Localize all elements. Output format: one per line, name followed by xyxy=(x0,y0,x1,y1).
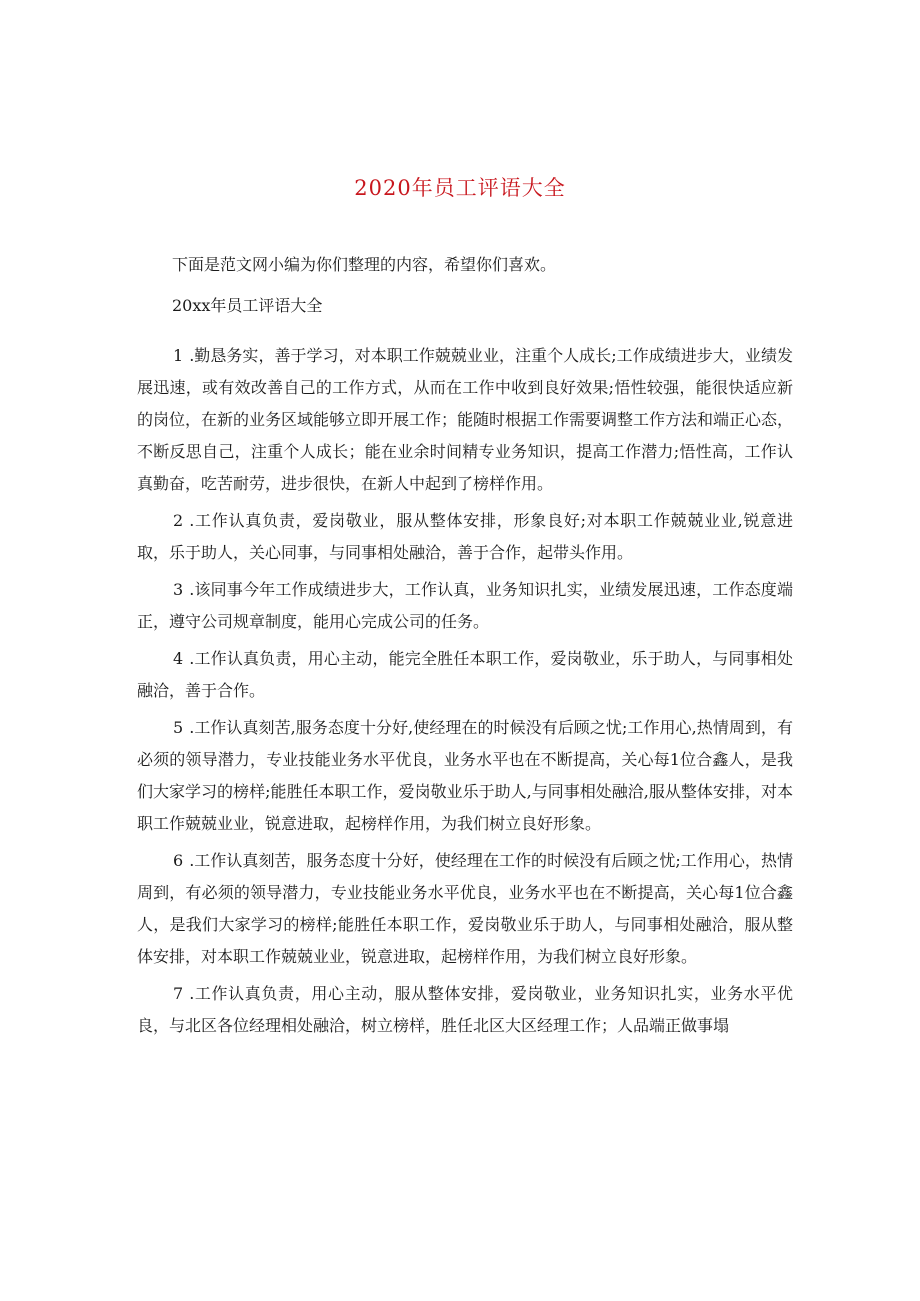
paragraph-2 xyxy=(137,505,793,569)
paragraph-7 xyxy=(137,978,793,1042)
paragraph-text: .工作认真刻苦，服务态度十分好，使经理在工作的时候没有后顾之忧;工作用心，热情周到，有必须的领导潜力，专业技能业务水平优良，业务水平也在不断提高，关心每1位合鑫人，是我们大家学习的榜样;能胜任本职工作，爱岗敬业乐于助人，与同事相处融洽，服从整体安排，对本职工作兢兢业业，锐意进取，起榜样作用，为我们树立良好形象。 xyxy=(137,851,793,966)
paragraph-5 xyxy=(137,712,793,840)
paragraph-text: .工作认真负责，爱岗敬业，服从整体安排，形象良好;对本职工作兢兢业业,锐意进取，乐于助人，关心同事，与同事相处融洽，善于合作，起带头作用。 xyxy=(137,511,793,562)
paragraph-number: 3 xyxy=(173,580,184,599)
paragraph-number: 7 xyxy=(173,984,184,1003)
paragraph-text: .工作认真刻苦,服务态度十分好,使经理在的时候没有后顾之忧;工作用心,热情周到，有必须的领导潜力，专业技能业务水平优良，业务水平也在不断提高，关心每1位合鑫人，是我们大家学习的榜样;能胜任本职工作，爱岗敬业乐于助人,与同事相处融洽,服从整体安排，对本职工作兢兢业业，锐意进取，起榜样作用，为我们树立良好形象。 xyxy=(137,718,793,833)
paragraph-3 xyxy=(137,574,793,638)
paragraph-number: 6 xyxy=(173,851,184,870)
paragraph-text: .工作认真负责，用心主动，服从整体安排，爱岗敬业，业务知识扎实，业务水平优良，与北区各位经理相处融洽，树立榜样，胜任北区大区经理工作；人品端正做事塌 xyxy=(137,984,793,1035)
paragraph-number: 4 xyxy=(173,649,184,668)
paragraph-number: 2 xyxy=(173,511,184,530)
paragraph-number: 1 xyxy=(173,346,184,365)
paragraph-number: 5 xyxy=(173,718,184,737)
paragraph-1 xyxy=(137,340,793,500)
paragraph-4 xyxy=(137,643,793,707)
paragraph-6 xyxy=(137,845,793,973)
paragraph-text: .工作认真负责，用心主动，能完全胜任本职工作，爱岗敬业，乐于助人，与同事相处融洽，善于合作。 xyxy=(137,649,793,700)
intro-text: 下面是范文网小编为你们整理的内容，希望你们喜欢。 xyxy=(172,255,557,274)
paragraph-text: .该同事今年工作成绩进步大，工作认真，业务知识扎实，业绩发展迅速，工作态度端正，遵守公司规章制度，能用心完成公司的任务。 xyxy=(137,580,793,631)
section-subtitle: 20xx年员工评语大全 xyxy=(172,296,323,315)
document-title: 2020年员工评语大全 xyxy=(354,176,566,200)
document-body xyxy=(137,340,793,1047)
paragraph-text: .勤恳务实，善于学习，对本职工作兢兢业业，注重个人成长;工作成绩进步大，业绩发展迅速，或有效改善自己的工作方式，从而在工作中收到良好效果;悟性较强，能很快适应新的岗位，在新的业务区域能够立即开展工作；能随时根据工作需要调整工作方法和端正心态，不断反思自己，注重个人成长；能在业余时间精专业务知识，提高工作潜力;悟性高，工作认真勤奋，吃苦耐劳，进步很快，在新人中起到了榜样作用。 xyxy=(137,346,794,493)
